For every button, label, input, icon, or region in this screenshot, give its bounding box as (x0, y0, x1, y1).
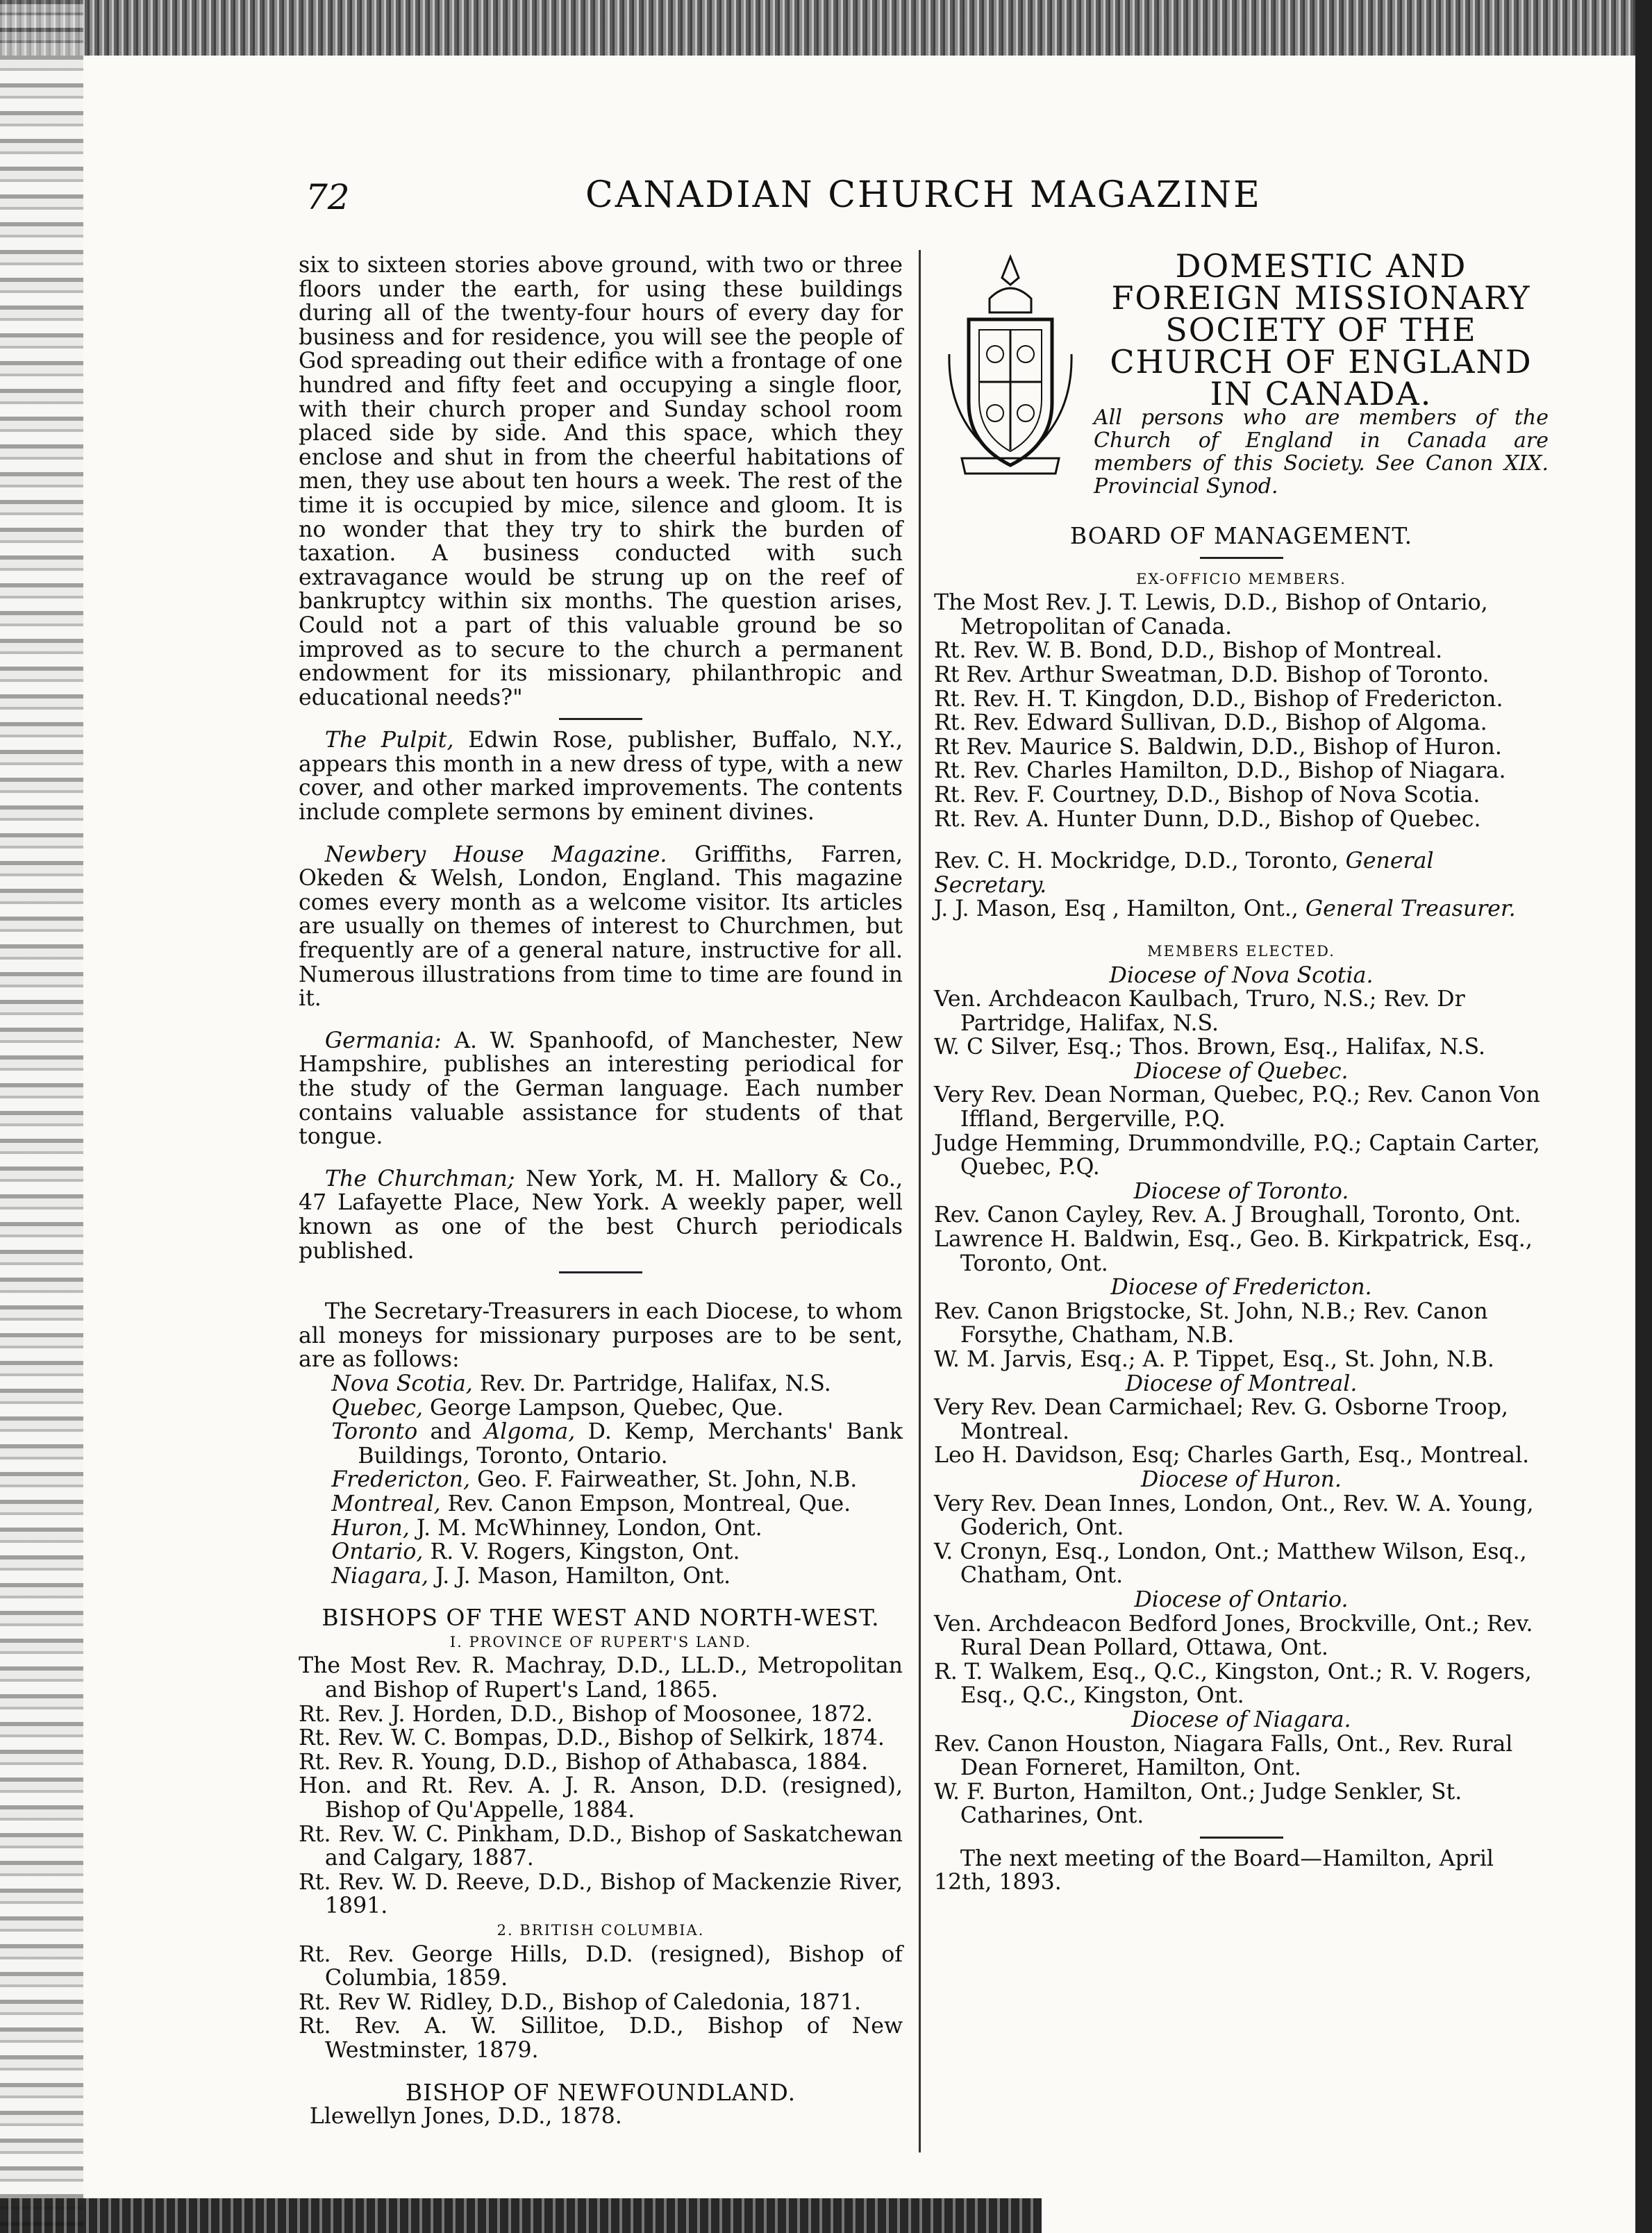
society-header (934, 247, 1549, 524)
province-heading: I. PROVINCE OF RUPERT'S LAND. (449, 1633, 752, 1650)
divider (1200, 557, 1283, 559)
list-item: The Most Rev. J. T. Lewis, D.D., Bishop of Ontario, Metropolitan of Canada. (934, 590, 1488, 639)
society-title: DOMESTIC AND FOREIGN MISSIONARY SOCIETY OF THE CHURCH OF ENGLAND IN CANADA. (1110, 247, 1533, 412)
list-item: Leo H. Davidson, Esq; Charles Garth, Esq., Montreal. (934, 1443, 1530, 1469)
list-item: Rt. Rev. Charles Hamilton, D.D., Bishop of Niagara. (934, 758, 1506, 784)
list-item: Rt. Rev. J. Horden, D.D., Bishop of Moosonee, 1872. (299, 1701, 873, 1727)
divider (559, 1271, 642, 1273)
list-item: Montreal, Rev. Canon Empson, Montreal, Que. (331, 1491, 851, 1516)
intro-paragraph: six to sixteen stories above ground, with two or three floors under the earth, for using these buildings during all of the twenty-four hours of every day for business and for residence, you will see the people of God spreading out their edifice with a frontage of one hundred and fifty feet and occupying a single floor, with their church proper and Sunday school room placed side by side. And this space, which they enclose and shut in from the cheerful habitations of men, they use about ten hours a week. The rest of the time it is occupied by mice, silence and gloom. It is no wonder that they try to shirk the burden of taxation. A business conducted with such extravagance would be strung up on the reef of bankruptcy within six months. The question arises, Could not a part of this valuable ground be so improved as to secure to the church a permanent endowment for its missionary, philanthropic and educational needs?" (299, 253, 903, 710)
board-heading: BOARD OF MANAGEMENT. (1069, 522, 1413, 549)
bc-heading: 2. BRITISH COLUMBIA. (497, 1922, 705, 1939)
scan-edge-left (0, 0, 83, 2233)
review-churchman: The Churchman; New York, M. H. Mallory & Co., 47 Lafayette Place, New York. A weekly paper, well known as one of the best Church periodicals published. (299, 1166, 903, 1264)
list-item: Rt. Rev. F. Courtney, D.D., Bishop of Nova Scotia. (934, 782, 1480, 808)
list-item: Rt. Rev W. Ridley, D.D., Bishop of Caledonia, 1871. (299, 1989, 862, 2015)
scan-edge-right (1635, 0, 1652, 2233)
list-item: Rt Rev. Arthur Sweatman, D.D. Bishop of Toronto. (934, 662, 1490, 687)
bishops-heading: BISHOPS OF THE WEST AND NORTH-WEST. (322, 1604, 880, 1632)
list-item: The Most Rev. R. Machray, D.D., LL.D., Metropolitan and Bishop of Rupert's Land, 1865. (299, 1653, 903, 1703)
list-item: Hon. and Rt. Rev. A. J. R. Anson, D.D. (resigned), Bishop of Qu'Appelle, 1884. (299, 1773, 903, 1823)
general-treasurer: J. J. Mason, Esq , Hamilton, Ont., General Treasurer. (934, 896, 1516, 922)
list-item: Ven. Archdeacon Kaulbach, Truro, N.S.; Rev. Dr Partridge, Halifax, N.S. (934, 987, 1465, 1036)
secretary-intro: The Secretary-Treasurers in each Diocese, to whom all moneys for missionary purposes are to be sent, are as follows: (299, 1299, 903, 1373)
divider (559, 718, 642, 720)
list-item: W. M. Jarvis, Esq.; A. P. Tippet, Esq., St. John, N.B. (934, 1347, 1494, 1372)
society-note: All persons who are members of the Church of England in Canada are members of this Society. See Canon XIX. Provincial Synod. (1094, 405, 1549, 499)
list-item: R. T. Walkem, Esq., Q.C., Kingston, Ont.; R. V. Rogers, Esq., Q.C., Kingston, Ont. (934, 1659, 1532, 1709)
list-item: Rt. Rev. A. W. Sillitoe, D.D., Bishop of New Westminster, 1879. (299, 2014, 903, 2063)
right-column (934, 247, 1549, 1896)
diocese-heading: Diocese of Niagara. (1131, 1707, 1351, 1732)
page-header (299, 170, 1549, 219)
list-item: Rt. Rev. H. T. Kingdon, D.D., Bishop of Fredericton. (934, 686, 1503, 712)
list-item: Toronto and Algoma, D. Kemp, Merchants' Bank Buildings, Toronto, Ontario. (331, 1419, 903, 1469)
list-item: Very Rev. Dean Innes, London, Ont., Rev. W. A. Young, Goderich, Ont. (934, 1491, 1534, 1541)
list-item: Rt. Rev. Edward Sullivan, D.D., Bishop of Algoma. (934, 710, 1487, 736)
list-item: Ven. Archdeacon Bedford Jones, Brockville, Ont.; Rev. Rural Dean Pollard, Ottawa, Ont. (934, 1611, 1533, 1661)
list-item: Rt. Rev. W. C. Bompas, D.D., Bishop of Selkirk, 1874. (299, 1725, 885, 1751)
divider (1200, 1837, 1283, 1839)
list-item: W. C Silver, Esq.; Thos. Brown, Esq., Halifax, N.S. (934, 1035, 1486, 1060)
list-item: Rt. Rev. W. B. Bond, D.D., Bishop of Montreal. (934, 638, 1443, 664)
diocese-heading: Diocese of Quebec. (1134, 1058, 1349, 1084)
ex-officio-heading: EX-OFFICIO MEMBERS. (1136, 570, 1346, 587)
scan-edge-bottom (0, 2198, 1042, 2233)
diocese-heading: Diocese of Montreal. (1125, 1371, 1358, 1396)
column-divider (919, 250, 921, 2152)
diocese-heading: Diocese of Toronto. (1133, 1178, 1349, 1204)
bc-bishops (299, 1943, 903, 2063)
list-item: Rt. Rev. W. D. Reeve, D.D., Bishop of Mackenzie River, 1891. (299, 1869, 903, 1919)
diocese-heading: Diocese of Huron. (1141, 1466, 1342, 1492)
general-secretary: Rev. C. H. Mockridge, D.D., Toronto, General Secretary. (934, 848, 1434, 898)
list-item: Rev. Canon Brigstocke, St. John, N.B.; Rev. Canon Forsythe, Chatham, N.B. (934, 1298, 1488, 1348)
list-item: Huron, J. M. McWhinney, London, Ont. (331, 1515, 762, 1541)
newfoundland-heading: BISHOP OF NEWFOUNDLAND. (405, 2078, 796, 2106)
list-item: Quebec, George Lampson, Quebec, Que. (331, 1395, 784, 1421)
diocese-heading: Diocese of Fredericton. (1110, 1275, 1372, 1301)
list-item: Rt. Rev. A. Hunter Dunn, D.D., Bishop of Quebec. (934, 806, 1481, 832)
scan-edge-top (0, 0, 1652, 56)
list-item: Nova Scotia, Rev. Dr. Partridge, Halifax, N.S. (331, 1371, 831, 1396)
list-item: Judge Hemming, Drummondville, P.Q.; Captain Carter, Quebec, P.Q. (934, 1130, 1540, 1180)
review-newbery: Newbery House Magazine. Griffiths, Farren, Okeden & Welsh, London, England. This magazine comes every month as a welcome visitor. Its articles are usually on themes of interest to Churchmen, but frequently are of a general nature, instructive for all. Numerous illustrations from time to time are found in it. (299, 842, 903, 1012)
newfoundland-bishop: Llewellyn Jones, D.D., 1878. (309, 2104, 622, 2130)
province-bishops (299, 1654, 903, 1918)
page-number: 72 (306, 177, 350, 217)
list-item: Ontario, R. V. Rogers, Kingston, Ont. (331, 1539, 740, 1565)
magazine-page (299, 170, 1549, 2130)
review-germania: Germania: A. W. Spanhoofd, of Manchester, New Hampshire, publishes an interesting periodical for the study of the German language. Each number contains valuable assistance for students of that tongue. (299, 1028, 903, 1150)
left-column (299, 253, 903, 2129)
list-item: Rt. Rev. W. C. Pinkham, D.D., Bishop of Saskatchewan and Calgary, 1887. (299, 1821, 903, 1871)
list-item: Niagara, J. J. Mason, Hamilton, Ont. (331, 1563, 731, 1589)
members-heading: MEMBERS ELECTED. (1147, 942, 1335, 960)
list-item: Rt Rev. Maurice S. Baldwin, D.D., Bishop of Huron. (934, 734, 1502, 760)
review-pulpit: The Pulpit, Edwin Rose, publisher, Buffalo, N.Y., appears this month in a new dress of type, with a new cover, and other marked improvements. The contents include complete sermons by eminent divines. (299, 728, 903, 826)
list-item: Rev. Canon Houston, Niagara Falls, Ont., Rev. Rural Dean Forneret, Hamilton, Ont. (934, 1731, 1513, 1781)
ex-officio-list (934, 591, 1549, 831)
church-seal-icon (941, 250, 1080, 486)
list-item: Very Rev. Dean Norman, Quebec, P.Q.; Rev. Canon Von Iffland, Bergerville, P.Q. (934, 1082, 1540, 1132)
running-title: CANADIAN CHURCH MAGAZINE (585, 174, 1262, 216)
list-item: Very Rev. Dean Carmichael; Rev. G. Osborne Troop, Montreal. (934, 1395, 1508, 1444)
list-item: V. Cronyn, Esq., London, Ont.; Matthew Wilson, Esq., Chatham, Ont. (934, 1539, 1527, 1589)
diocese-heading: Diocese of Nova Scotia. (1109, 962, 1374, 988)
list-item: W. F. Burton, Hamilton, Ont.; Judge Senkler, St. Catharines, Ont. (934, 1779, 1462, 1829)
list-item: Rt. Rev. George Hills, D.D. (resigned), Bishop of Columbia, 1859. (299, 1941, 903, 1991)
list-item: Fredericton, Geo. F. Fairweather, St. John, N.B. (331, 1467, 858, 1493)
list-item: Rt. Rev. R. Young, D.D., Bishop of Athabasca, 1884. (299, 1749, 869, 1775)
secretary-list (299, 1372, 903, 1588)
list-item: Lawrence H. Baldwin, Esq., Geo. B. Kirkpatrick, Esq., Toronto, Ont. (934, 1227, 1533, 1276)
next-meeting: The next meeting of the Board—Hamilton, April 12th, 1893. (934, 1846, 1494, 1896)
diocese-heading: Diocese of Ontario. (1134, 1587, 1349, 1612)
list-item: Rev. Canon Cayley, Rev. A. J Broughall, Toronto, Ont. (934, 1203, 1521, 1228)
